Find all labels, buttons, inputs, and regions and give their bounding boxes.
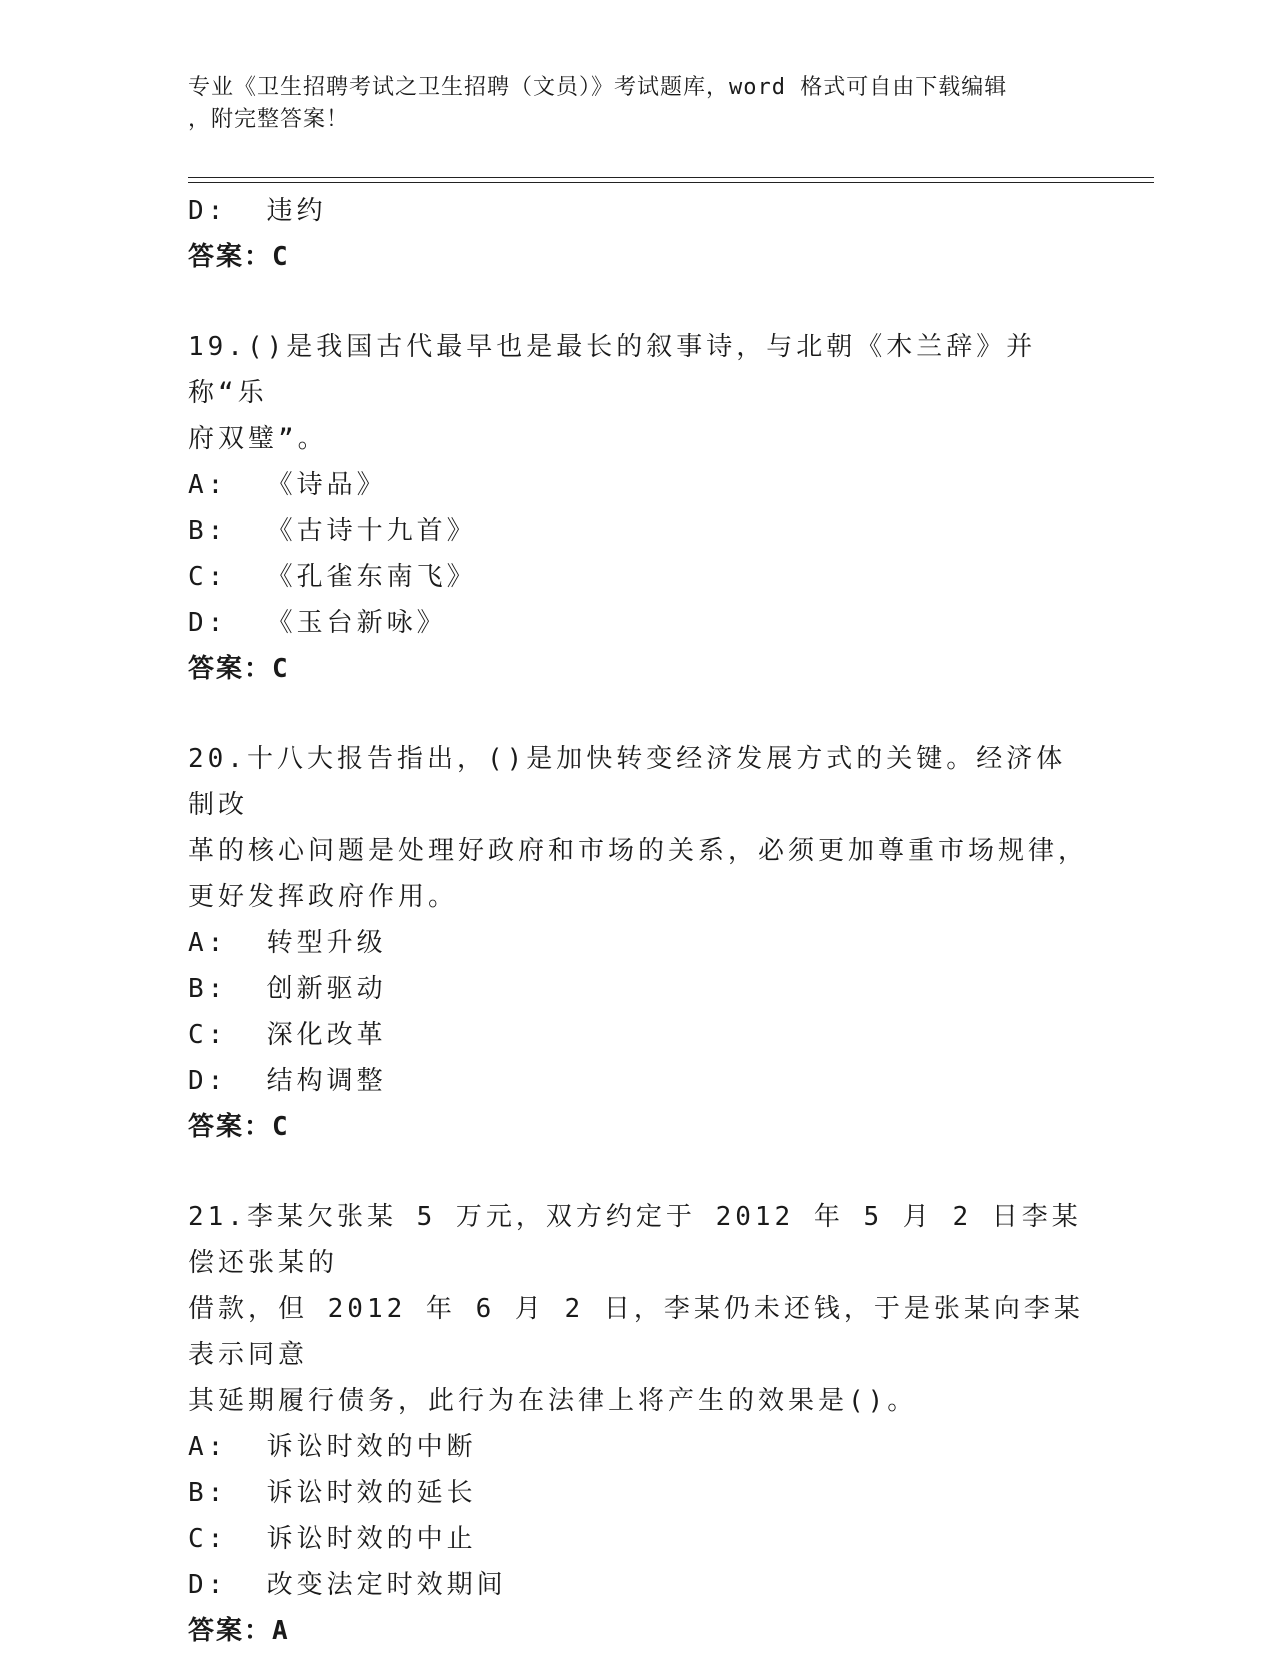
answer: 答案：C	[188, 242, 290, 272]
answer: 答案：C	[188, 654, 290, 684]
option-c: C: 诉讼时效的中止	[188, 1524, 477, 1554]
option-b: B: 诉讼时效的延长	[188, 1478, 477, 1508]
option-d: D: 结构调整	[188, 1066, 387, 1096]
header-line-1: 专业《卫生招聘考试之卫生招聘（文员）》考试题库，word 格式可自由下载编辑	[188, 75, 1008, 100]
option-b: B: 《古诗十九首》	[188, 516, 477, 546]
question-18	[188, 188, 1088, 280]
option-c: C: 深化改革	[188, 1020, 387, 1050]
option-a: A: 《诗品》	[188, 470, 387, 500]
question-stem-line: 革的核心问题是处理好政府和市场的关系，必须更加尊重市场规律，	[188, 836, 1089, 866]
option-d: D: 改变法定时效期间	[188, 1570, 507, 1600]
question-stem-line: 20.十八大报告指出，()是加快转变经济发展方式的关键。经济体制改	[188, 744, 1067, 820]
option-a: A: 转型升级	[188, 928, 387, 958]
question-20	[188, 736, 1088, 1150]
question-list	[188, 188, 1088, 1654]
question-stem-line: 府双璧”。	[188, 424, 328, 454]
header-line-2: ，附完整答案！	[188, 107, 350, 132]
option-c: C: 《孔雀东南飞》	[188, 562, 477, 592]
question-stem-line: 借款，但 2012 年 6 月 2 日，李某仍未还钱，于是张某向李某表示同意	[188, 1294, 1084, 1370]
question-stem-line: 21.李某欠张某 5 万元，双方约定于 2012 年 5 月 2 日李某偿还张某的	[188, 1202, 1082, 1278]
page-header	[188, 72, 1088, 136]
question-stem-line: 更好发挥政府作用。	[188, 882, 459, 912]
question-21	[188, 1194, 1088, 1654]
spacer	[188, 692, 1088, 736]
option-a: A: 诉讼时效的中断	[188, 1432, 477, 1462]
header-rule-top	[188, 177, 1154, 178]
option-d: D: 违约	[188, 196, 327, 226]
answer: 答案：A	[188, 1616, 290, 1646]
spacer	[188, 280, 1088, 324]
question-stem-line: 其延期履行债务，此行为在法律上将产生的效果是()。	[188, 1386, 918, 1416]
question-stem-line: 19.()是我国古代最早也是最长的叙事诗，与北朝《木兰辞》并称“乐	[188, 332, 1037, 408]
option-b: B: 创新驱动	[188, 974, 387, 1004]
option-d: D: 《玉台新咏》	[188, 608, 447, 638]
question-19	[188, 324, 1088, 692]
header-rule-bottom	[188, 182, 1154, 183]
answer: 答案：C	[188, 1112, 290, 1142]
spacer	[188, 1150, 1088, 1194]
